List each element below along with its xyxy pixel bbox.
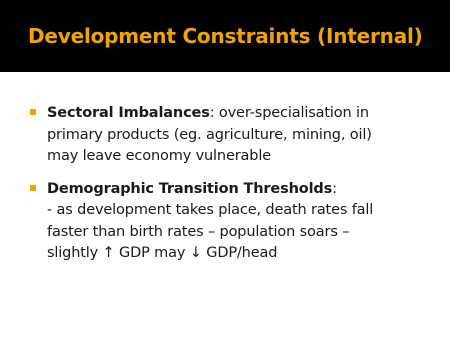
bullet-square-icon bbox=[30, 109, 36, 115]
bullet-line bbox=[47, 179, 435, 201]
bullet-body-line: faster than birth rates – population soars – bbox=[47, 223, 350, 240]
slide-title: Development Constraints (Internal) bbox=[28, 24, 423, 48]
bullet-body-line: may leave economy vulnerable bbox=[47, 148, 271, 164]
bullet-body-line: - as development takes place, death rates fall bbox=[47, 202, 374, 218]
bullet-heading: Sectoral Imbalances bbox=[47, 105, 210, 121]
bullet-demographic-transition bbox=[30, 179, 435, 265]
bullet-body-line: slightly ↑ GDP may ↓ GDP/head bbox=[47, 245, 278, 261]
bullet-separator: : bbox=[209, 105, 215, 121]
bullet-text bbox=[47, 179, 435, 265]
bullet-separator: : bbox=[332, 180, 337, 197]
bullet-text bbox=[47, 103, 435, 168]
bullet-heading: Demographic Transition Thresholds bbox=[47, 180, 333, 197]
bullet-square-icon bbox=[30, 185, 36, 191]
bullet-line bbox=[47, 103, 435, 125]
bullet-list bbox=[30, 103, 435, 265]
bullet-sectoral-imbalances bbox=[30, 103, 435, 168]
bullet-body: over-specialisation in bbox=[214, 105, 369, 121]
bullet-body-line: primary products (eg. agriculture, mining, oil) bbox=[47, 126, 372, 143]
title-bar bbox=[0, 0, 450, 72]
